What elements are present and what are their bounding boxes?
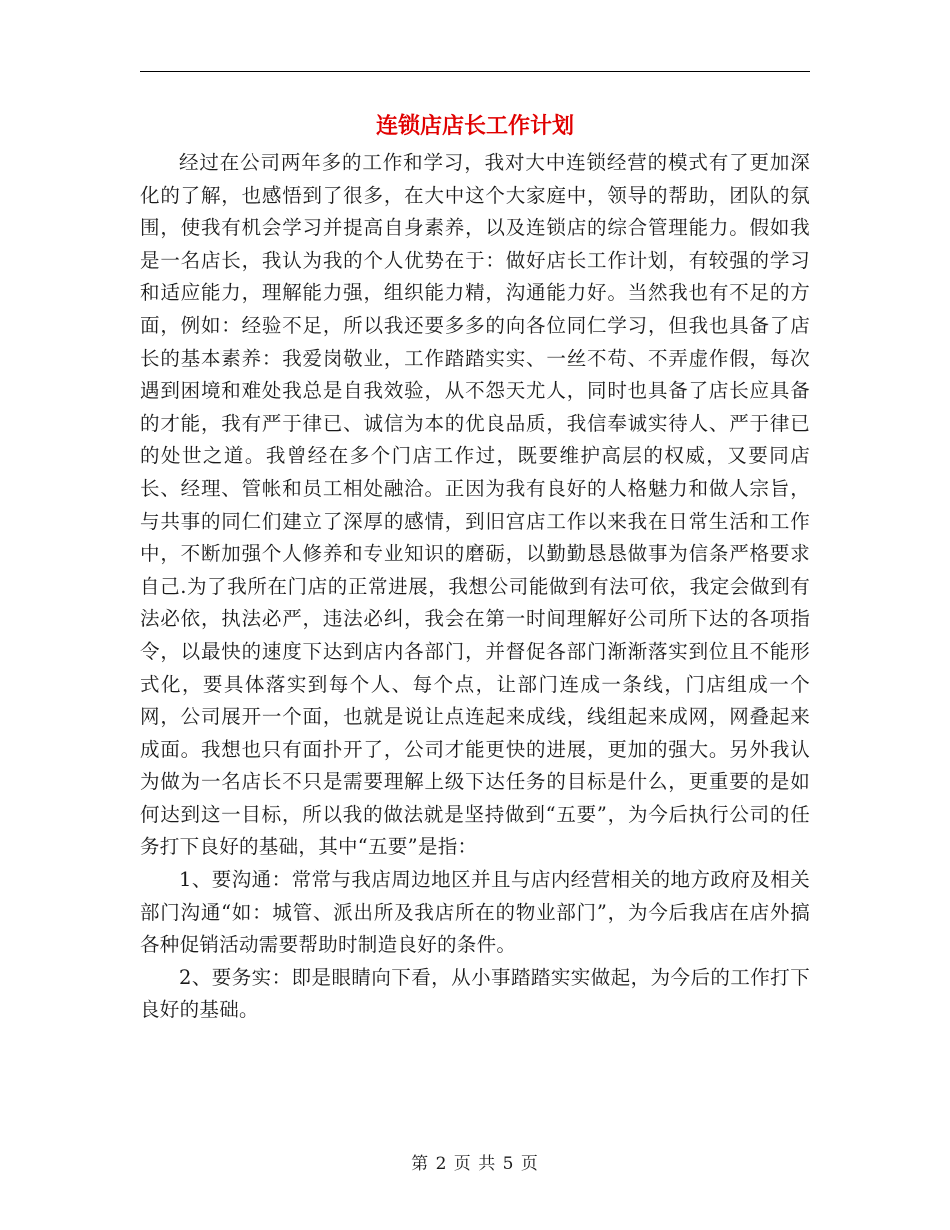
document-title: 连锁店店长工作计划 [375,113,574,139]
page-number-footer: 第 2 页 共 5 页 [411,1154,539,1174]
header-rule [140,71,810,72]
body-paragraph-communicate: 1、要沟通：常常与我店周边地区并且与店内经营相关的地方政府及相关部门沟通“如：城管、派出所及我店所在的物业部门”，为今后我店在店外搞各种促销活动需要帮助时制造良好的条件。 [140,868,810,957]
document-body [140,147,810,1027]
body-paragraph-intro: 经过在公司两年多的工作和学习，我对大中连锁经营的模式有了更加深化的了解，也感悟到了很多，在大中这个大家庭中，领导的帮助，团队的氛围，使我有机会学习并提高自身素养，以及连锁店的综合管理能力。假如我是一名店长，我认为我的个人优势在于：做好店长工作计划，有较强的学习和适应能力，理解能力强，组织能力精，沟通能力好。当然我也有不足的方面，例如：经验不足，所以我还要多多的向各位同仁学习，但我也具备了店长的基本素养：我爱岗敬业，工作踏踏实实、一丝不苟、不弄虚作假，每次遇到困境和难处我总是自我效验，从不怨天尤人，同时也具备了店长应具备的才能，我有严于律已、诚信为本的优良品质，我信奉诚实待人、严于律已的处世之道。我曾经在多个门店工作过，既要维护高层的权威，又要同店长、经理、管帐和员工相处融洽。正因为我有良好的人格魅力和做人宗旨，与共事的同仁们建立了深厚的感情，到旧宫店工作以来我在日常生活和工作中，不断加强个人修养和专业知识的磨砺，以勤勤恳恳做事为信条严格要求自己.为了我所在门店的正常进展，我想公司能做到有法可依，我定会做到有法必依，执法必严，违法必纠，我会在第一时间理解好公司所下达的各项指令，以最快的速度下达到店内各部门，并督促各部门渐渐落实到位且不能形式化，要具体落实到每个人、每个点，让部门连成一条线，门店组成一个网，公司展开一个面，也就是说让点连起来成线，线组起来成网，网叠起来成面。我想也只有面扑开了，公司才能更快的进展，更加的强大。另外我认为做为一名店长不只是需要理解上级下达任务的目标是什么，更重要的是如何达到这一目标，所以我的做法就是坚持做到“五要”，为今后执行公司的任务打下良好的基础，其中“五要”是指： [140,151,810,859]
body-paragraph-pragmatic: 2、要务实：即是眼睛向下看，从小事踏踏实实做起，为今后的工作打下良好的基础。 [140,965,810,1022]
